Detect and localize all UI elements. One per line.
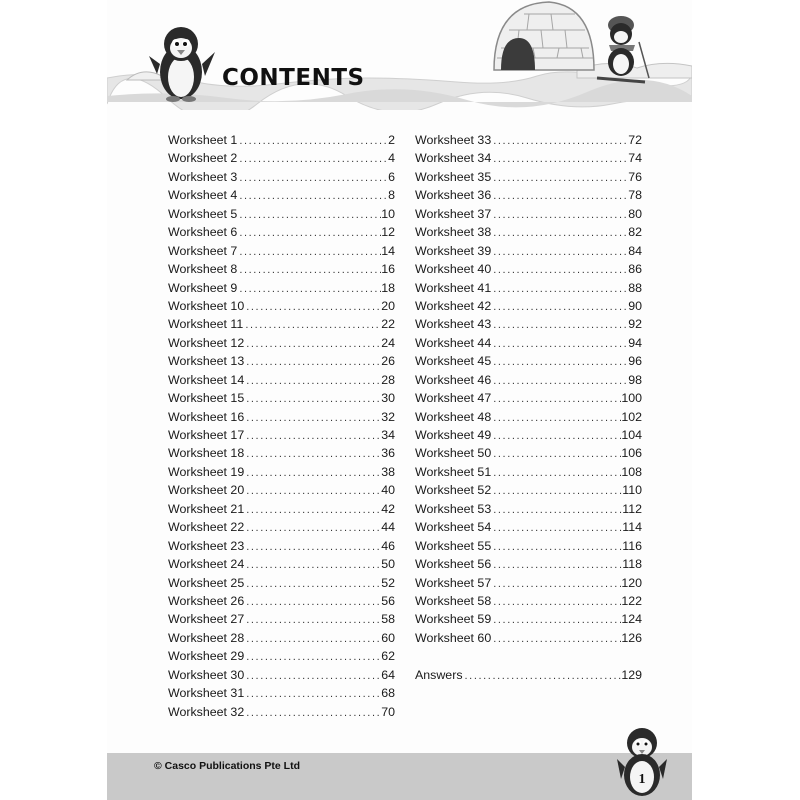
toc-entry-label: Worksheet 39 [415, 243, 492, 258]
toc-entry-label: Worksheet 37 [415, 206, 492, 221]
toc-entry-page: 100 [621, 391, 642, 406]
toc-entry [415, 131, 642, 149]
toc-entry-label: Worksheet 6 [168, 225, 238, 240]
toc-column-left [168, 131, 395, 721]
toc-entry-label: Worksheet 56 [415, 557, 492, 572]
toc-leader-dots [491, 132, 628, 149]
toc-column-right [415, 131, 642, 647]
toc-entry [168, 149, 395, 167]
toc-entry [168, 703, 395, 721]
toc-entry-page: 112 [622, 501, 642, 516]
toc-leader-dots [491, 169, 628, 186]
toc-entry-page: 36 [381, 446, 395, 461]
toc-leader-dots [244, 593, 381, 610]
toc-entry [415, 518, 642, 536]
toc-leader-dots [244, 519, 381, 536]
toc-entry-label: Worksheet 55 [415, 538, 492, 553]
igloo-icon [489, 0, 599, 72]
toc-leader-dots [491, 243, 628, 260]
toc-entry [415, 260, 642, 278]
toc-leader-dots [491, 335, 628, 352]
toc-entry-label: Worksheet 48 [415, 409, 492, 424]
toc-entry-label: Worksheet 50 [415, 446, 492, 461]
toc-entry-label: Worksheet 4 [168, 188, 238, 203]
toc-entry-page: 64 [381, 667, 395, 682]
toc-entry [415, 186, 642, 204]
toc-leader-dots [463, 667, 622, 684]
toc-entry-label: Worksheet 23 [168, 538, 245, 553]
toc-entry-label: Worksheet 47 [415, 391, 492, 406]
toc-entry-page: 24 [381, 335, 395, 350]
toc-leader-dots [237, 224, 381, 241]
toc-leader-dots [491, 372, 628, 389]
toc-entry [168, 297, 395, 315]
toc-entry [415, 537, 642, 555]
toc-leader-dots [244, 445, 381, 462]
toc-entry-page: 50 [381, 557, 395, 572]
toc-entry [415, 426, 642, 444]
toc-entry-label: Worksheet 14 [168, 372, 245, 387]
toc-leader-dots [491, 464, 621, 481]
toc-entry-label: Worksheet 19 [168, 464, 245, 479]
toc-leader-dots [244, 611, 381, 628]
toc-entry [415, 149, 642, 167]
toc-entry [415, 315, 642, 333]
toc-entry [168, 186, 395, 204]
toc-entry [415, 481, 642, 499]
toc-leader-dots [244, 482, 381, 499]
toc-entry-page: 102 [621, 409, 642, 424]
toc-entry-page: 126 [621, 630, 642, 645]
toc-entry-label: Worksheet 43 [415, 317, 492, 332]
toc-entry-label: Worksheet 21 [168, 501, 245, 516]
toc-entry-page: 20 [381, 298, 395, 313]
toc-entry-page: 60 [381, 630, 395, 645]
toc-entry-label: Worksheet 16 [168, 409, 245, 424]
toc-leader-dots [491, 538, 622, 555]
toc-entry-label: Worksheet 10 [168, 298, 245, 313]
toc-entry [415, 242, 642, 260]
toc-entry-page: 18 [381, 280, 395, 295]
toc-leader-dots [491, 206, 628, 223]
toc-leader-dots [237, 150, 388, 167]
toc-entry [168, 518, 395, 536]
toc-leader-dots [491, 556, 622, 573]
toc-entry-label: Worksheet 7 [168, 243, 238, 258]
toc-entry-page: 94 [628, 335, 642, 350]
toc-leader-dots [244, 501, 381, 518]
toc-entry [415, 352, 642, 370]
toc-entry [168, 574, 395, 592]
toc-entry-page: 88 [628, 280, 642, 295]
toc-entry-page: 34 [381, 428, 395, 442]
toc-entry [415, 279, 642, 297]
toc-entry-page: 26 [381, 354, 395, 369]
toc-entry-page: 22 [381, 317, 395, 332]
toc-entry-page: 108 [621, 464, 642, 479]
toc-entry-page: 62 [381, 649, 395, 664]
toc-answers-entry [415, 666, 642, 684]
toc-entry [168, 463, 395, 481]
toc-entry-page: 82 [628, 225, 642, 240]
toc-entry-label: Worksheet 22 [168, 520, 245, 535]
toc-entry-page: 12 [381, 225, 395, 240]
toc-leader-dots [491, 519, 622, 536]
toc-leader-dots [244, 667, 381, 684]
toc-leader-dots [491, 353, 628, 370]
toc-entry [168, 647, 395, 665]
toc-entry-page: 92 [628, 317, 642, 332]
toc-entry-page: 80 [628, 206, 642, 221]
toc-entry-label: Answers [415, 668, 463, 682]
toc-entry [168, 481, 395, 499]
toc-entry [415, 555, 642, 573]
toc-entry-page: 84 [628, 243, 642, 258]
toc-leader-dots [491, 390, 621, 407]
toc-leader-dots [244, 464, 381, 481]
toc-leader-dots [244, 390, 381, 407]
toc-entry [415, 592, 642, 610]
toc-entry-page: 6 [388, 169, 395, 184]
toc-entry [415, 574, 642, 592]
toc-entry-label: Worksheet 9 [168, 280, 238, 295]
toc-entry-page: 68 [381, 686, 395, 701]
toc-leader-dots [491, 593, 621, 610]
toc-entry-label: Worksheet 3 [168, 169, 238, 184]
toc-entry-page: 118 [622, 557, 642, 572]
toc-leader-dots [491, 630, 621, 647]
toc-entry-page: 78 [628, 188, 642, 203]
toc-entry-label: Worksheet 51 [415, 464, 492, 479]
toc-entry-label: Worksheet 18 [168, 446, 245, 461]
toc-leader-dots [244, 575, 381, 592]
toc-leader-dots [491, 445, 621, 462]
toc-entry [168, 408, 395, 426]
toc-entry [168, 242, 395, 260]
document-page [107, 0, 692, 800]
toc-entry [415, 297, 642, 315]
toc-entry-page: 76 [628, 169, 642, 184]
toc-entry [168, 168, 395, 186]
toc-leader-dots [244, 427, 381, 444]
toc-entry [168, 684, 395, 702]
toc-entry-label: Worksheet 46 [415, 372, 492, 387]
toc-entry-label: Worksheet 49 [415, 428, 492, 442]
toc-entry-label: Worksheet 45 [415, 354, 492, 369]
toc-entry-page: 124 [621, 612, 642, 627]
toc-leader-dots [237, 187, 388, 204]
page-header [107, 0, 692, 110]
toc-entry [415, 500, 642, 518]
toc-entry-label: Worksheet 12 [168, 335, 245, 350]
toc-entry [168, 279, 395, 297]
toc-entry-page: 129 [621, 668, 642, 682]
toc-entry [168, 352, 395, 370]
toc-entry-label: Worksheet 40 [415, 262, 492, 277]
toc-entry-label: Worksheet 34 [415, 151, 492, 166]
toc-entry-label: Worksheet 58 [415, 593, 492, 608]
toc-leader-dots [491, 575, 621, 592]
toc-entry-page: 114 [622, 520, 642, 535]
toc-entry [415, 371, 642, 389]
toc-entry-page: 14 [381, 243, 395, 258]
toc-entry [168, 444, 395, 462]
toc-entry-label: Worksheet 32 [168, 704, 245, 719]
toc-entry [415, 463, 642, 481]
toc-entry [415, 223, 642, 241]
toc-entry-page: 72 [628, 133, 642, 147]
penguin-icon [147, 22, 217, 104]
toc-entry-label: Worksheet 57 [415, 575, 492, 590]
toc-leader-dots [244, 538, 381, 555]
toc-leader-dots [491, 187, 628, 204]
toc-entry [415, 205, 642, 223]
toc-entry-page: 42 [381, 501, 395, 516]
toc-leader-dots [491, 427, 621, 444]
toc-entry-page: 98 [628, 372, 642, 387]
toc-entry-label: Worksheet 35 [415, 169, 492, 184]
toc-entry-label: Worksheet 54 [415, 520, 492, 535]
toc-entry [168, 315, 395, 333]
toc-entry-page: 106 [621, 446, 642, 461]
toc-entry-page: 120 [621, 575, 642, 590]
toc-entry-page: 74 [628, 151, 642, 166]
toc-leader-dots [244, 704, 381, 721]
toc-leader-dots [491, 316, 628, 333]
toc-entry-page: 104 [621, 428, 642, 442]
toc-leader-dots [237, 206, 381, 223]
toc-entry [415, 629, 642, 647]
toc-leader-dots [244, 353, 381, 370]
penguin-page-badge-icon [617, 723, 667, 799]
toc-entry-page: 52 [381, 575, 395, 590]
toc-entry-label: Worksheet 53 [415, 501, 492, 516]
toc-entry-label: Worksheet 33 [415, 133, 492, 147]
toc-entry-page: 28 [381, 372, 395, 387]
toc-entry [168, 334, 395, 352]
toc-leader-dots [244, 630, 381, 647]
toc-entry [415, 334, 642, 352]
toc-entry [168, 131, 395, 149]
toc-leader-dots [491, 482, 622, 499]
toc-entry-label: Worksheet 29 [168, 649, 245, 664]
toc-entry [168, 592, 395, 610]
toc-entry [415, 389, 642, 407]
toc-leader-dots [491, 224, 628, 241]
toc-entry [168, 555, 395, 573]
toc-leader-dots [237, 280, 381, 297]
toc-entry-page: 10 [381, 206, 395, 221]
page-footer [107, 753, 692, 800]
toc-entry-label: Worksheet 15 [168, 391, 245, 406]
toc-leader-dots [491, 611, 621, 628]
toc-entry-label: Worksheet 20 [168, 483, 245, 498]
toc-entry-page: 122 [621, 593, 642, 608]
toc-leader-dots [237, 169, 388, 186]
toc-leader-dots [491, 501, 622, 518]
toc-leader-dots [491, 280, 628, 297]
toc-entry-page: 40 [381, 483, 395, 498]
toc-entry-label: Worksheet 26 [168, 593, 245, 608]
toc-leader-dots [244, 335, 381, 352]
toc-entry-label: Worksheet 11 [168, 317, 244, 332]
toc-entry-label: Worksheet 13 [168, 354, 245, 369]
toc-entry [168, 629, 395, 647]
toc-entry-page: 86 [628, 262, 642, 277]
toc-entry-page: 8 [388, 188, 395, 203]
toc-entry-label: Worksheet 52 [415, 483, 492, 498]
toc-entry-page: 116 [622, 538, 642, 553]
toc-entry-label: Worksheet 41 [415, 280, 492, 295]
toc-entry [168, 389, 395, 407]
toc-entry-label: Worksheet 31 [168, 686, 245, 701]
toc-entry-page: 4 [388, 151, 395, 166]
toc-entry [168, 666, 395, 684]
toc-entry-label: Worksheet 42 [415, 298, 492, 313]
toc-entry-page: 56 [381, 593, 395, 608]
toc-leader-dots [491, 298, 628, 315]
skiing-penguin-icon [595, 12, 650, 87]
toc-entry-page: 16 [381, 262, 395, 277]
toc-leader-dots [491, 409, 621, 426]
toc-entry-label: Worksheet 27 [168, 612, 245, 627]
toc-leader-dots [244, 648, 381, 665]
toc-entry-label: Worksheet 8 [168, 262, 238, 277]
toc-leader-dots [244, 298, 381, 315]
toc-entry [415, 168, 642, 186]
toc-leader-dots [244, 372, 381, 389]
toc-entry-page: 70 [381, 704, 395, 719]
toc-entry [168, 610, 395, 628]
toc-entry [415, 610, 642, 628]
toc-entry-label: Worksheet 38 [415, 225, 492, 240]
toc-entry [168, 500, 395, 518]
page-title: CONTENTS [222, 65, 365, 92]
toc-entry-page: 96 [628, 354, 642, 369]
toc-entry-label: Worksheet 24 [168, 557, 245, 572]
toc-leader-dots [237, 132, 388, 149]
toc-entry-label: Worksheet 36 [415, 188, 492, 203]
toc-leader-dots [244, 685, 381, 702]
toc-entry-label: Worksheet 28 [168, 630, 245, 645]
toc-entry [168, 223, 395, 241]
toc-entry-page: 46 [381, 538, 395, 553]
toc-leader-dots [237, 261, 381, 278]
toc-entry-page: 58 [381, 612, 395, 627]
toc-leader-dots [491, 261, 628, 278]
toc-entry-page: 38 [381, 464, 395, 479]
toc-entry [168, 537, 395, 555]
toc-entry-label: Worksheet 30 [168, 667, 245, 682]
toc-leader-dots [244, 556, 381, 573]
toc-entry-page: 110 [622, 483, 642, 498]
toc-leader-dots [237, 243, 381, 260]
toc-leader-dots [244, 409, 381, 426]
toc-entry [168, 426, 395, 444]
toc-entry [168, 260, 395, 278]
toc-entry [168, 371, 395, 389]
toc-entry-label: Worksheet 59 [415, 612, 492, 627]
toc-entry-label: Worksheet 25 [168, 575, 245, 590]
toc-entry-label: Worksheet 17 [168, 428, 245, 442]
toc-entry [415, 444, 642, 462]
page-number: 1 [638, 772, 646, 787]
toc-entry [168, 205, 395, 223]
toc-entry-page: 44 [381, 520, 395, 535]
copyright-notice: © Casco Publications Pte Ltd [154, 760, 301, 772]
toc-entry [415, 408, 642, 426]
toc-leader-dots [243, 316, 381, 333]
toc-entry-page: 32 [381, 409, 395, 424]
toc-entry-page: 2 [388, 133, 395, 147]
toc-entry-label: Worksheet 1 [168, 133, 238, 147]
toc-leader-dots [491, 150, 628, 167]
toc-entry-page: 90 [628, 298, 642, 313]
toc-entry-label: Worksheet 44 [415, 335, 492, 350]
toc-entry-page: 30 [381, 391, 395, 406]
toc-entry-label: Worksheet 5 [168, 206, 238, 221]
toc-entry-label: Worksheet 60 [415, 630, 492, 645]
toc-entry-label: Worksheet 2 [168, 151, 238, 166]
